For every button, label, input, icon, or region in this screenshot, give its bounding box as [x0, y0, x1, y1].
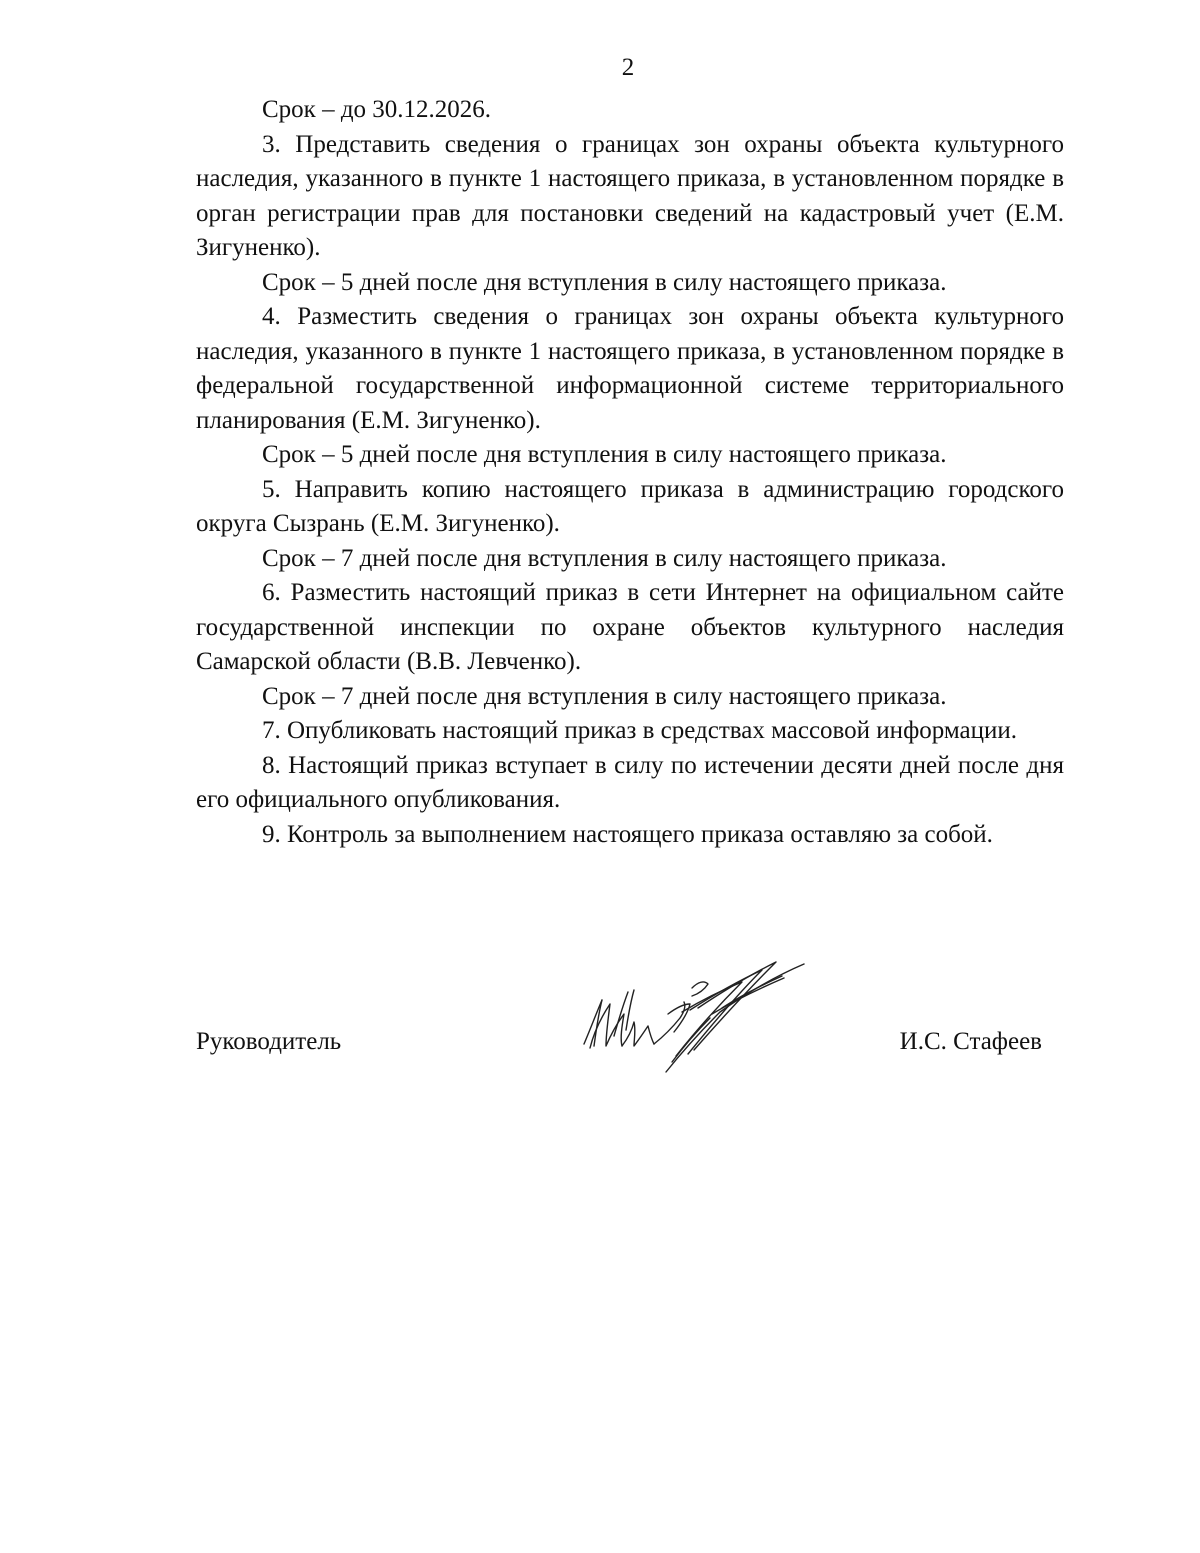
- deadline-paragraph: Срок – 5 дней после дня вступления в силу настоящего приказа.: [262, 441, 947, 468]
- deadline-paragraph: Срок – 5 дней после дня вступления в силу настоящего приказа.: [262, 268, 947, 296]
- signer-name: И.С. Стафеев: [899, 1028, 1042, 1055]
- deadline-paragraph: Срок – 7 дней после дня вступления в силу настоящего приказа.: [262, 682, 947, 710]
- item-6-paragraph: 6. Разместить настоящий приказ в сети Интернет на официальном сайте государственной инспекции по охране объектов культурного наследия Самарской области (В.В. Левченко).: [196, 579, 1064, 675]
- signer-position: Руководитель: [196, 1028, 342, 1055]
- page-number: 2: [621, 54, 635, 81]
- item-9-paragraph: 9. Контроль за выполнением настоящего приказа оставляю за собой.: [262, 820, 993, 848]
- handwritten-signature-icon: [572, 952, 812, 1077]
- item-3-paragraph: 3. Представить сведения о границах зон охраны объекта культурного наследия, указанного в пункте 1 настоящего приказа, в установленном порядке в орган регистрации прав для постановки сведений на кадастровый учет (Е.М. Зигуненко).: [196, 130, 1064, 261]
- document-body: [196, 93, 1064, 852]
- item-8-paragraph: 8. Настоящий приказ вступает в силу по истечении десяти дней после дня его официального опубликования.: [196, 751, 1064, 813]
- deadline-paragraph: Срок – до 30.12.2026.: [262, 96, 492, 123]
- item-5-paragraph: 5. Направить копию настоящего приказа в администрацию городского округа Сызрань (Е.М. Зигуненко).: [196, 475, 1064, 537]
- deadline-paragraph: Срок – 7 дней после дня вступления в силу настоящего приказа.: [262, 544, 947, 572]
- item-7-paragraph: 7. Опубликовать настоящий приказ в средствах массовой информации.: [262, 717, 1018, 744]
- item-4-paragraph: 4. Разместить сведения о границах зон охраны объекта культурного наследия, указанного в пункте 1 настоящего приказа, в установленном порядке в федеральной государственной информационной системе территориального планирования (Е.М. Зигуненко).: [196, 303, 1064, 434]
